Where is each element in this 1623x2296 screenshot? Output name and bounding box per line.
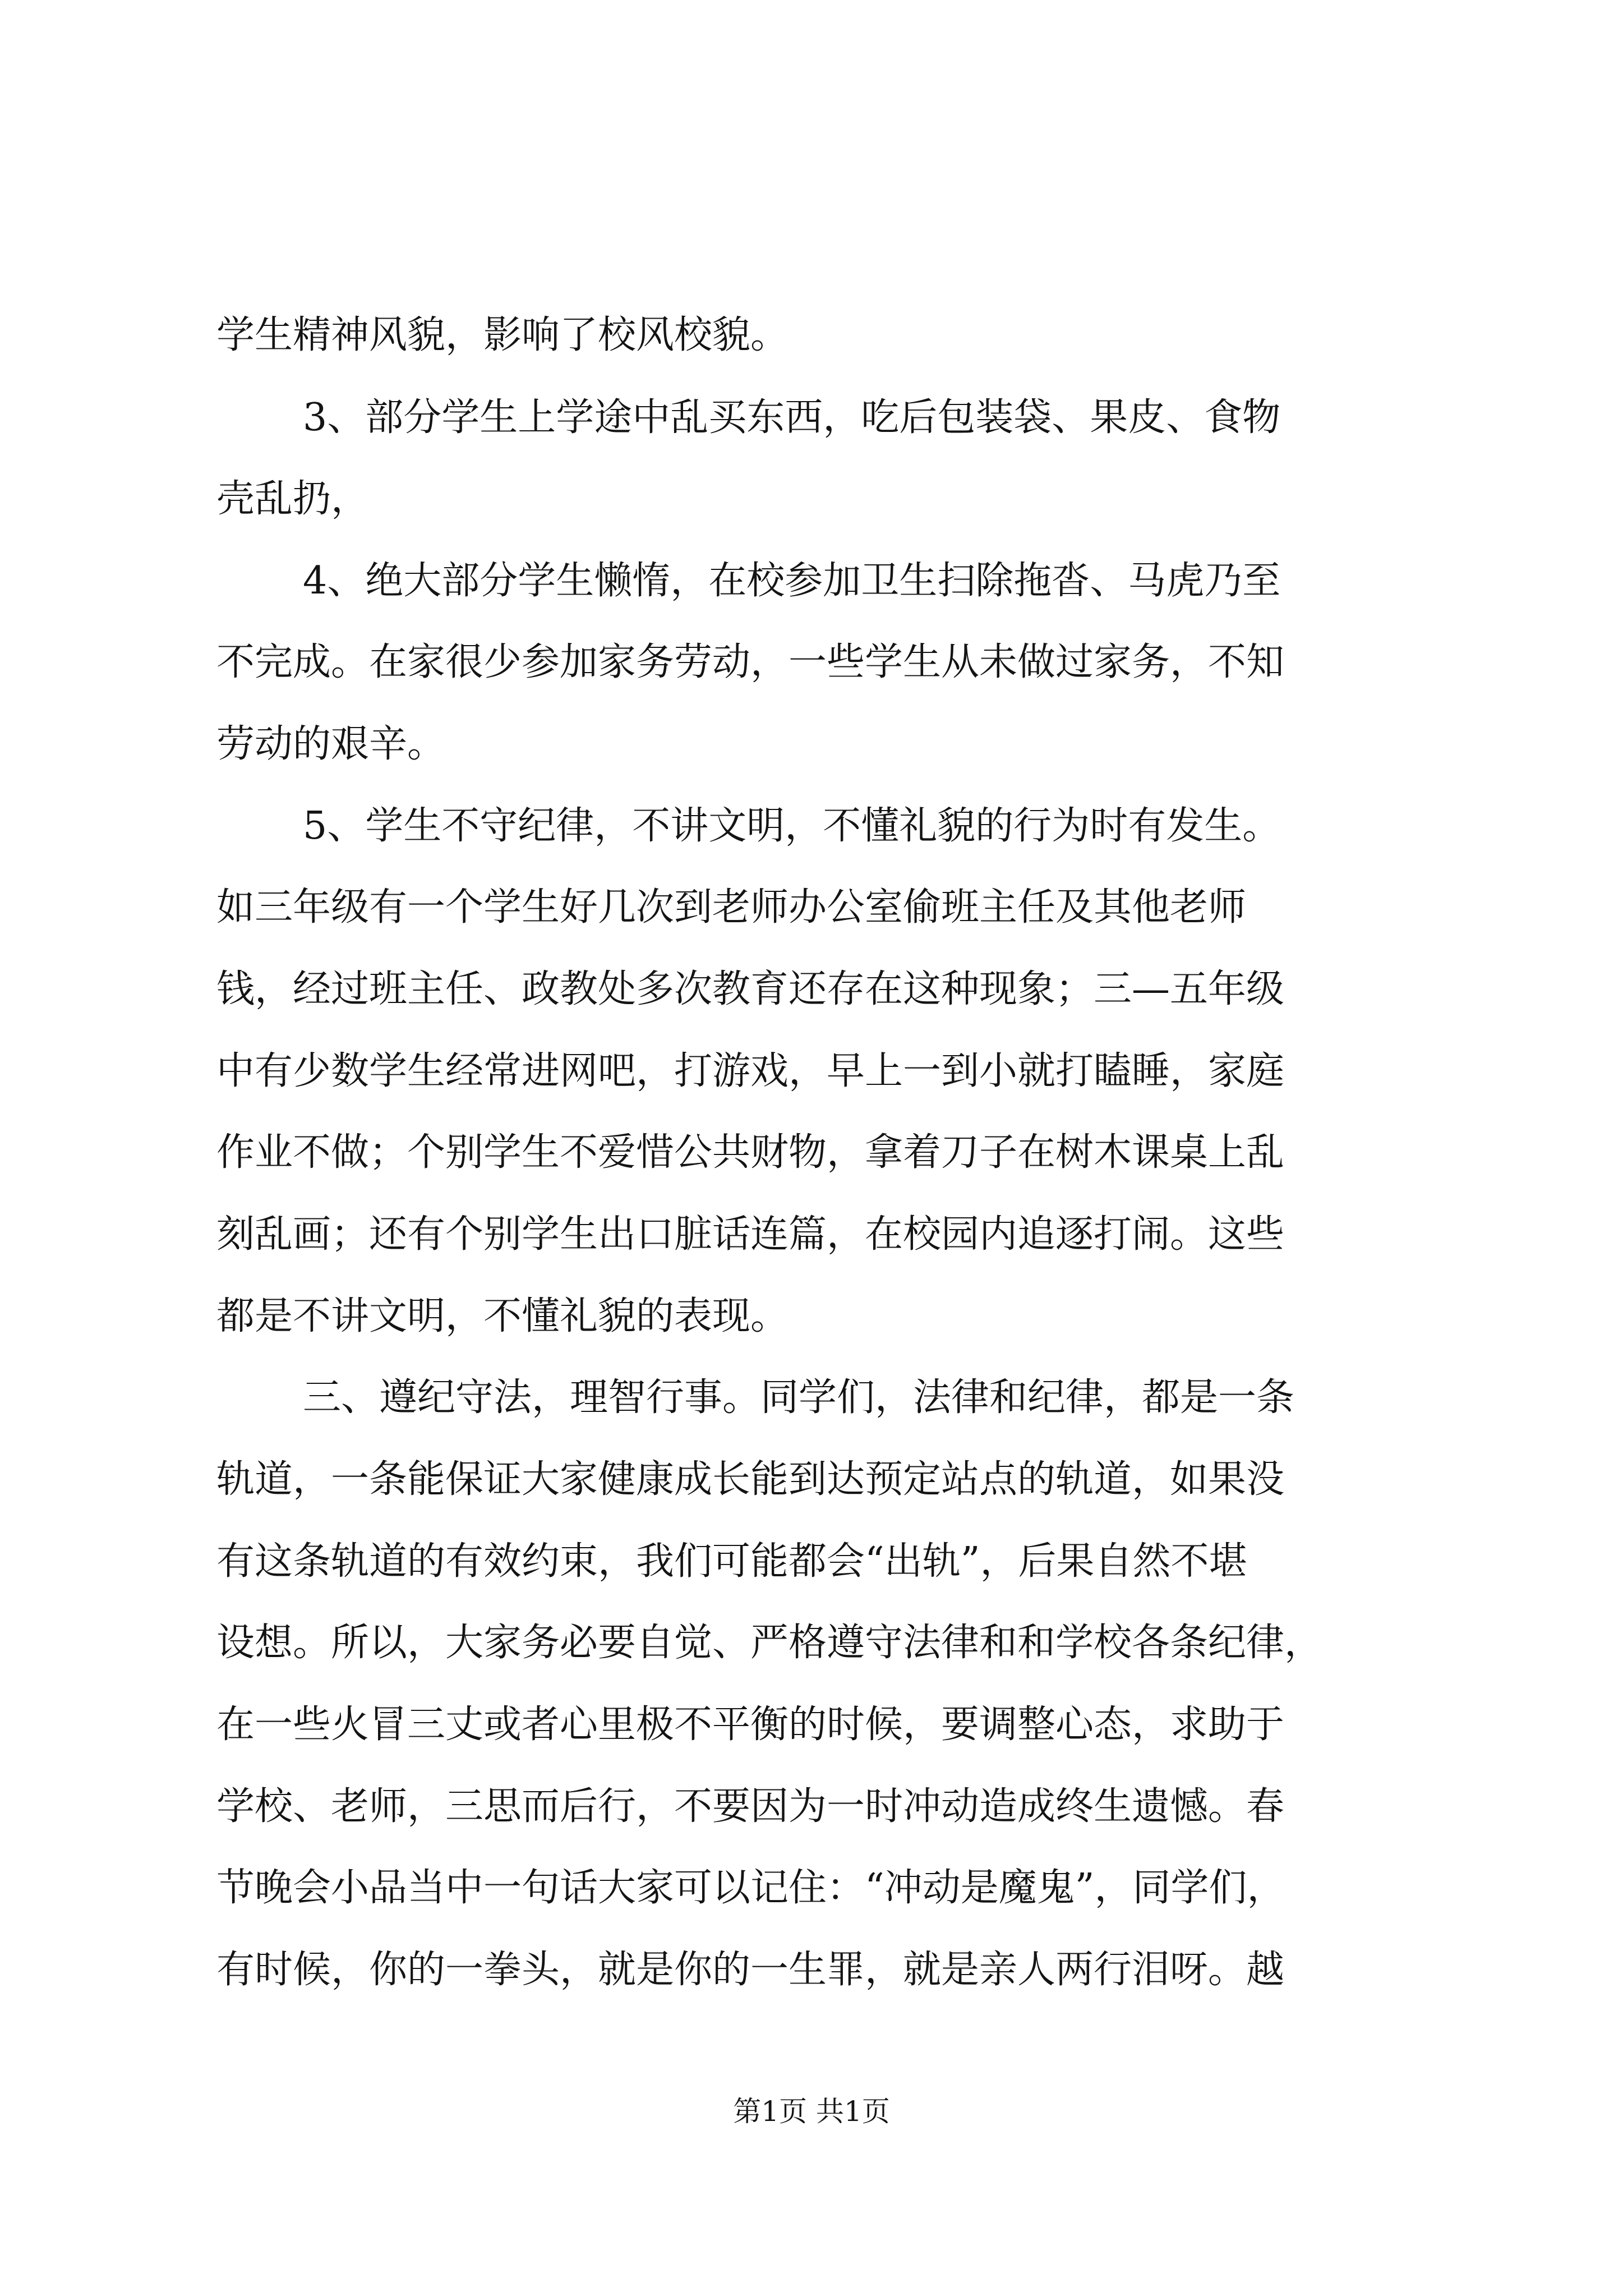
text-line: 学生精神风貌，影响了校风校貌。: [216, 313, 789, 357]
text-line: 设想。所以，大家务必要自觉、严格遵守法律和和学校各条纪律，: [216, 1621, 1323, 1665]
text-line: 有这条轨道的有效约束，我们可能都会“出轨”，后果自然不堪: [216, 1539, 1247, 1584]
text-line: 刻乱画；还有个别学生出口脏话连篇，在校园内追逐打闹。这些: [216, 1212, 1285, 1257]
text-line: 3、部分学生上学途中乱买东西，吃后包装袋、果皮、食物: [303, 395, 1281, 440]
text-line: 三、遵纪守法，理智行事。同学们，法律和纪律，都是一条: [303, 1375, 1295, 1420]
text-line: 作业不做；个别学生不爱惜公共财物，拿着刀子在树木课桌上乱: [216, 1130, 1285, 1175]
text-line: 在一些火冒三丈或者心里极不平衡的时候，要调整心态，求助于: [216, 1703, 1285, 1747]
text-line: 劳动的艰辛。: [216, 722, 446, 766]
text-line: 不完成。在家很少参加家务劳动，一些学生从未做过家务，不知: [216, 640, 1285, 684]
page-footer: 第1页 共1页: [733, 2095, 890, 2128]
text-line: 轨道，一条能保证大家健康成长能到达预定站点的轨道，如果没: [216, 1457, 1285, 1502]
text-line: 节晚会小品当中一句话大家可以记住：“冲动是魔鬼”，同学们，: [216, 1866, 1285, 1910]
text-line: 4、绝大部分学生懒惰，在校参加卫生扫除拖沓、马虎乃至: [303, 559, 1281, 603]
text-line: 学校、老师，三思而后行，不要因为一时冲动造成终生遗憾。春: [216, 1784, 1285, 1829]
text-line: 中有少数学生经常进网吧，打游戏，早上一到小就打瞌睡，家庭: [216, 1049, 1285, 1093]
text-line: 5、学生不守纪律，不讲文明，不懂礼貌的行为时有发生。: [303, 804, 1281, 848]
text-line: 如三年级有一个学生好几次到老师办公室偷班主任及其他老师: [216, 885, 1247, 930]
text-line: 壳乱扔，: [216, 477, 370, 521]
text-line: 有时候，你的一拳头，就是你的一生罪，就是亲人两行泪呀。越: [216, 1948, 1285, 1992]
text-line: 都是不讲文明，不懂礼貌的表现。: [216, 1294, 789, 1338]
text-line: 钱，经过班主任、政教处多次教育还存在这种现象；三—五年级: [216, 967, 1285, 1011]
